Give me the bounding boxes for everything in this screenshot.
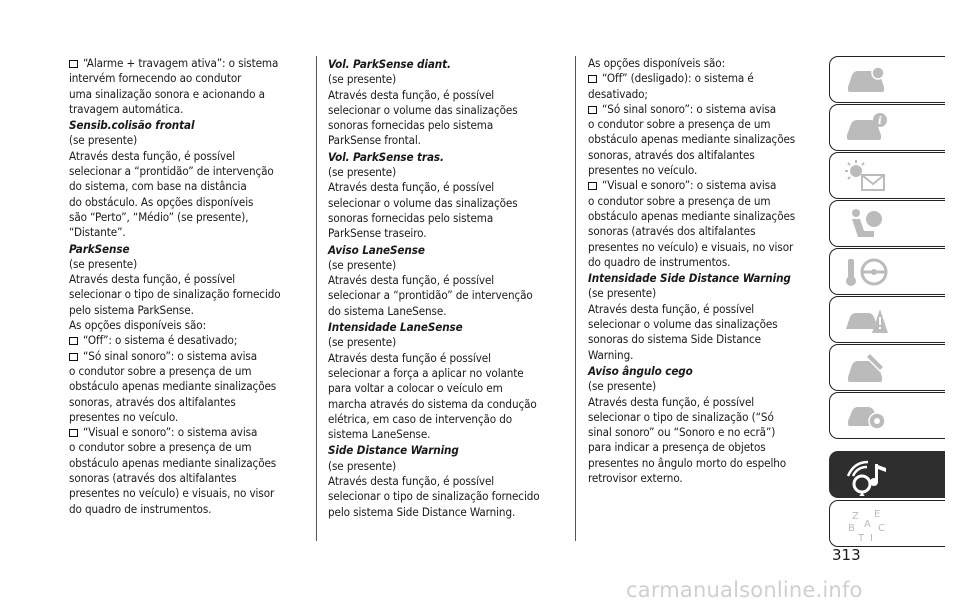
body-text-line xyxy=(328,489,564,504)
car-dashboard-icon xyxy=(844,63,888,97)
line-text: travagem automática. xyxy=(69,101,184,116)
bullet-square-icon xyxy=(69,60,78,68)
index-letter: Z xyxy=(852,511,859,522)
line-text: sonoras (através dos altifalantes xyxy=(588,224,756,239)
body-text-line xyxy=(588,194,824,209)
car-accident-icon xyxy=(844,303,888,337)
body-text-line xyxy=(588,302,824,317)
line-text: obstáculo apenas mediante sinalizações xyxy=(69,455,277,470)
bullet-item xyxy=(588,102,824,117)
line-text: “Alarme + travagem ativa”: o sistema xyxy=(83,56,279,70)
line-text: o condutor sobre a presença de um xyxy=(69,363,252,378)
body-text-line xyxy=(328,427,564,442)
body-text-line xyxy=(588,440,824,455)
index-letter: A xyxy=(864,519,871,530)
line-text: o condutor sobre a presença de um xyxy=(588,193,771,208)
line-text: (se presente) xyxy=(328,165,397,180)
bullet-item xyxy=(588,71,824,86)
tab-car-info[interactable] xyxy=(829,104,945,151)
body-text-line xyxy=(69,257,307,272)
line-text: “Distante”. xyxy=(69,225,126,240)
body-text-line xyxy=(69,303,307,318)
tab-warning-lights[interactable] xyxy=(829,152,945,199)
line-text: ParkSense xyxy=(69,241,130,256)
section-heading xyxy=(588,271,824,286)
line-text: pelo sistema ParkSense. xyxy=(69,302,194,317)
line-text: Através desta função, é possível xyxy=(69,272,236,287)
line-text: retrovisor externo. xyxy=(588,471,683,486)
line-text: do obstáculo. As opções disponíveis xyxy=(69,194,254,209)
body-text-line xyxy=(69,71,307,86)
body-text-line xyxy=(588,209,824,224)
line-text: Através desta função é possível xyxy=(328,350,491,365)
body-text-line xyxy=(69,225,307,240)
bullet-item xyxy=(69,425,307,440)
line-text: presentes no veículo. xyxy=(588,163,698,178)
alphabetical-index-icon xyxy=(844,507,888,545)
tab-alphabetical-index[interactable] xyxy=(829,500,945,547)
wrench-car-icon xyxy=(844,351,888,385)
body-text-line xyxy=(588,255,824,270)
column-divider xyxy=(575,56,576,541)
line-text: uma sinalização sonora e acionando a xyxy=(69,86,265,101)
body-text-line xyxy=(69,272,307,287)
line-text: do sistema LaneSense. xyxy=(328,303,447,318)
body-text-line xyxy=(69,179,307,194)
line-text: ParkSense traseiro. xyxy=(328,226,427,241)
body-text-line xyxy=(69,287,307,302)
line-text: Através desta função, é possível xyxy=(328,273,495,288)
line-text: desativado; xyxy=(588,86,648,101)
line-text: Através desta função, é possível xyxy=(69,148,236,163)
body-text-line xyxy=(69,102,307,117)
line-text: Intensidade LaneSense xyxy=(328,320,463,335)
body-text-line xyxy=(69,133,307,148)
body-text-line xyxy=(328,366,564,381)
body-text-line xyxy=(69,502,307,517)
body-text-line xyxy=(69,87,307,102)
line-text: presentes no veículo. xyxy=(69,409,179,424)
body-text-line xyxy=(328,211,564,226)
body-text-line xyxy=(588,332,824,347)
body-text-line xyxy=(69,164,307,179)
body-text-line xyxy=(328,133,564,148)
line-text: As opções disponíveis são: xyxy=(588,56,725,70)
bullet-item xyxy=(69,56,307,71)
line-text: selecionar a “prontidão” de intervenção xyxy=(69,164,274,179)
body-text-line xyxy=(328,381,564,396)
body-text-line xyxy=(69,149,307,164)
body-text-line xyxy=(69,195,307,210)
body-text-line xyxy=(588,163,824,178)
text-column-3 xyxy=(588,56,824,486)
line-text: sonoras, através dos altifalantes xyxy=(69,394,236,409)
index-letter: I xyxy=(870,533,873,544)
tab-car-dashboard[interactable] xyxy=(829,56,945,103)
line-text: (se presente) xyxy=(328,72,397,87)
body-text-line xyxy=(69,410,307,425)
column-divider xyxy=(316,56,317,541)
bullet-item xyxy=(69,349,307,364)
line-text: (se presente) xyxy=(328,458,397,473)
line-text: “Só sinal sonoro”: o sistema avisa xyxy=(602,101,777,116)
technical-data-icon xyxy=(844,399,888,433)
line-text: são “Perto”, “Médio” (se presente), xyxy=(69,209,249,224)
body-text-line xyxy=(328,412,564,427)
line-text: (se presente) xyxy=(328,257,397,272)
body-text-line xyxy=(69,210,307,225)
body-text-line xyxy=(328,288,564,303)
line-text: selecionar a “prontidão” de intervenção xyxy=(328,288,533,303)
body-text-line xyxy=(69,364,307,379)
line-text: selecionar o volume das sinalizações xyxy=(328,102,518,117)
body-text-line xyxy=(588,240,824,255)
line-text: As opções disponíveis são: xyxy=(69,318,206,333)
section-heading xyxy=(328,57,564,72)
line-text: Intensidade Side Distance Warning xyxy=(588,271,791,286)
body-text-line xyxy=(328,351,564,366)
body-text-line xyxy=(328,226,564,241)
line-text: “Só sinal sonoro”: o sistema avisa xyxy=(83,348,258,363)
tab-car-accident[interactable] xyxy=(829,296,945,343)
line-text: sonoras, através dos altifalantes xyxy=(588,147,755,162)
body-text-line xyxy=(328,505,564,520)
line-text: selecionar a força a aplicar no volante xyxy=(328,365,524,380)
line-text: Através desta função, é possível xyxy=(328,474,495,489)
body-text-line xyxy=(328,196,564,211)
bullet-square-icon xyxy=(588,106,597,114)
line-text: obstáculo apenas mediante sinalizações xyxy=(588,132,796,147)
line-text: sistema LaneSense. xyxy=(328,427,431,442)
line-text: obstáculo apenas mediante sinalizações xyxy=(588,208,796,223)
body-text-line xyxy=(69,471,307,486)
line-text: selecionar o tipo de sinalização (“Só xyxy=(588,409,774,424)
index-letter: T xyxy=(858,533,865,544)
bullet-square-icon xyxy=(588,75,597,83)
line-text: selecionar o volume das sinalizações xyxy=(328,195,518,210)
section-heading xyxy=(588,364,824,379)
svg-text:i: i xyxy=(878,116,882,127)
multimedia-icon xyxy=(844,458,894,496)
line-text: Aviso ângulo cego xyxy=(588,363,693,378)
body-text-line xyxy=(588,456,824,471)
bullet-item xyxy=(69,333,307,348)
body-text-line xyxy=(588,224,824,239)
line-text: Através desta função, é possível xyxy=(588,301,755,316)
bullet-square-icon xyxy=(69,429,78,437)
tab-technical-data[interactable] xyxy=(829,392,945,439)
tab-seat-airbag[interactable] xyxy=(829,200,945,247)
index-letter: B xyxy=(848,523,855,534)
line-text: Através desta função, é possível xyxy=(328,87,495,102)
line-text: para indicar a presença de objetos xyxy=(588,440,766,455)
body-text-line xyxy=(588,395,824,410)
body-text-line xyxy=(328,258,564,273)
line-text: (se presente) xyxy=(588,286,657,301)
body-text-line xyxy=(328,72,564,87)
body-text-line xyxy=(69,486,307,501)
line-text: “Visual e sonoro”: o sistema avisa xyxy=(83,425,258,440)
line-text: ParkSense frontal. xyxy=(328,133,421,148)
body-text-line xyxy=(328,103,564,118)
key-steering-wheel-icon xyxy=(844,255,888,289)
body-text-line xyxy=(588,348,824,363)
body-text-line xyxy=(588,317,824,332)
body-text-line xyxy=(588,132,824,147)
line-text: selecionar o tipo de sinalização fornecido xyxy=(328,489,540,504)
line-text: (se presente) xyxy=(328,335,397,350)
line-text: Através desta função, é possível xyxy=(588,394,755,409)
line-text: sinal sonoro” ou “Sonoro e no ecrã”) xyxy=(588,425,776,440)
index-letter: C xyxy=(878,523,885,534)
line-text: sonoras fornecidas pelo sistema xyxy=(328,118,494,133)
bullet-square-icon xyxy=(588,182,597,190)
line-text: o condutor sobre a presença de um xyxy=(588,117,771,132)
line-text: Side Distance Warning xyxy=(328,443,459,458)
line-text: Sensib.colisão frontal xyxy=(69,118,195,133)
line-text: (se presente) xyxy=(588,379,657,394)
line-text: “Off” (desligado): o sistema é xyxy=(602,71,754,86)
section-heading xyxy=(328,150,564,165)
body-text-line xyxy=(328,304,564,319)
watermark: carmanualsonline.info xyxy=(626,578,863,602)
tab-multimedia[interactable] xyxy=(829,451,945,498)
line-text: sonoras (através dos altifalantes xyxy=(69,471,237,486)
line-text: selecionar o volume das sinalizações xyxy=(588,317,778,332)
body-text-line xyxy=(69,395,307,410)
body-text-line xyxy=(588,425,824,440)
body-text-line xyxy=(588,148,824,163)
text-column-2 xyxy=(328,56,564,520)
line-text: sonoras fornecidas pelo sistema xyxy=(328,210,494,225)
body-text-line xyxy=(588,117,824,132)
line-text: Através desta função, é possível xyxy=(328,180,495,195)
line-text: obstáculo apenas mediante sinalizações xyxy=(69,379,277,394)
body-text-line xyxy=(328,335,564,350)
body-text-line xyxy=(588,471,824,486)
body-text-line xyxy=(328,459,564,474)
warning-lights-message-icon xyxy=(844,159,888,193)
body-text-line xyxy=(588,87,824,102)
line-text: Aviso LaneSense xyxy=(328,242,425,257)
body-text-line xyxy=(588,56,824,71)
body-text-line xyxy=(69,318,307,333)
body-text-line xyxy=(69,456,307,471)
line-text: o condutor sobre a presença de um xyxy=(69,440,252,455)
bullet-square-icon xyxy=(69,337,78,345)
section-heading xyxy=(328,243,564,258)
body-text-line xyxy=(69,440,307,455)
text-column-1 xyxy=(69,56,307,517)
tab-key-steering[interactable] xyxy=(829,248,945,295)
line-text: Vol. ParkSense tras. xyxy=(328,149,444,164)
body-text-line xyxy=(328,88,564,103)
body-text-line xyxy=(328,165,564,180)
body-text-line xyxy=(69,379,307,394)
line-text: intervém fornecendo ao condutor xyxy=(69,71,242,86)
line-text: para voltar a colocar o veículo em xyxy=(328,381,503,396)
line-text: do sistema, com base na distância xyxy=(69,179,247,194)
section-heading xyxy=(69,118,307,133)
car-info-icon xyxy=(844,111,888,145)
line-text: (se presente) xyxy=(69,133,138,148)
line-text: Vol. ParkSense diant. xyxy=(328,57,451,71)
line-text: presentes no veículo) e visuais, no visor xyxy=(69,486,275,501)
page-number: 313 xyxy=(832,546,861,564)
section-heading xyxy=(69,242,307,257)
bullet-square-icon xyxy=(69,353,78,361)
line-text: selecionar o tipo de sinalização fornecido xyxy=(69,287,281,302)
line-text: (se presente) xyxy=(69,256,138,271)
body-text-line xyxy=(588,379,824,394)
line-text: “Off”: o sistema é desativado; xyxy=(83,333,238,348)
line-text: presentes no veículo) e visuais, no visor xyxy=(588,239,794,254)
line-text: do quadro de instrumentos. xyxy=(69,501,212,516)
line-text: elétrica, em caso de intervenção do xyxy=(328,411,513,426)
body-text-line xyxy=(328,397,564,412)
line-text: sonoras do sistema Side Distance xyxy=(588,332,761,347)
body-text-line xyxy=(588,410,824,425)
line-text: do quadro de instrumentos. xyxy=(588,254,731,269)
seat-airbag-icon xyxy=(844,207,888,241)
body-text-line xyxy=(588,286,824,301)
bullet-item xyxy=(588,178,824,193)
line-text: presentes no ângulo morto do espelho xyxy=(588,455,787,470)
section-heading xyxy=(328,320,564,335)
body-text-line xyxy=(328,474,564,489)
line-text: Warning. xyxy=(588,347,634,362)
body-text-line xyxy=(328,118,564,133)
index-letter: E xyxy=(874,509,881,520)
body-text-line xyxy=(328,180,564,195)
line-text: pelo sistema Side Distance Warning. xyxy=(328,504,516,519)
line-text: marcha através do sistema da condução xyxy=(328,396,537,411)
body-text-line xyxy=(328,273,564,288)
tab-wrench-car[interactable] xyxy=(829,344,945,391)
line-text: “Visual e sonoro”: o sistema avisa xyxy=(602,178,777,193)
section-heading xyxy=(328,443,564,458)
